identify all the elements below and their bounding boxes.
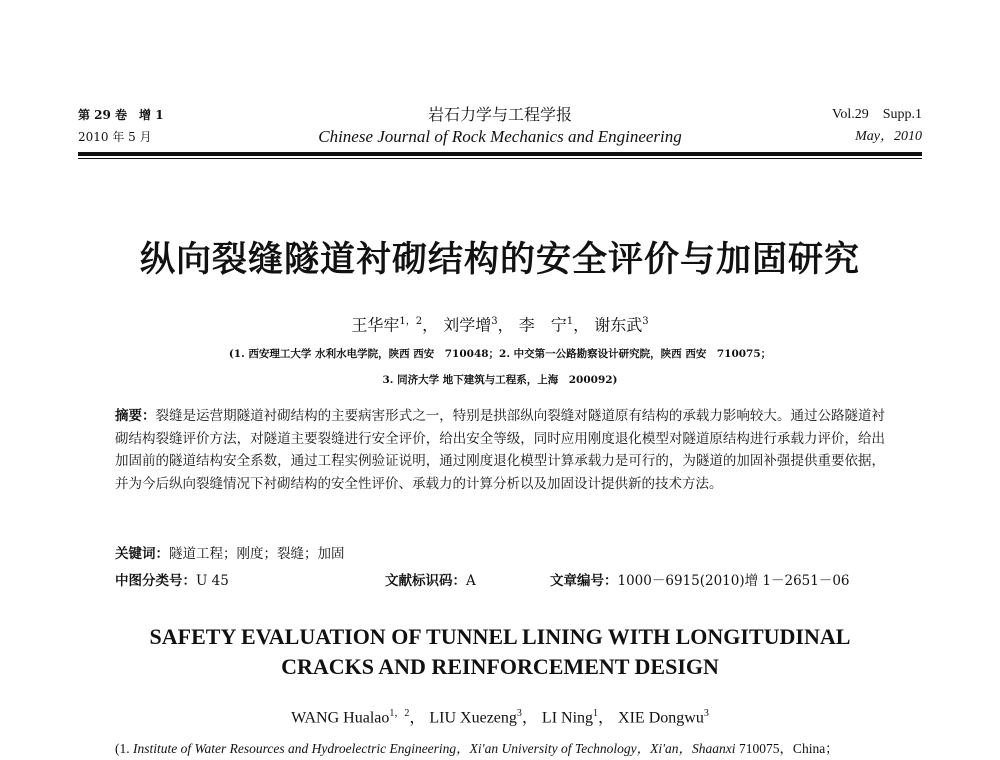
author-aff-en: 1，2 bbox=[389, 708, 410, 719]
clc-value: U 45 bbox=[196, 573, 229, 589]
author-name: 谢东武 bbox=[594, 315, 643, 335]
journal-name-en: Chinese Journal of Rock Mechanics and Engineering bbox=[318, 127, 682, 146]
article-number-value: 1000－6915(2010)增 1－2651－06 bbox=[617, 573, 850, 589]
affiliation-cn-line1: (1. 西安理工大学 水利水电学院，陕西 西安 710048；2. 中交第一公路勘察设计研究院，陕西 西安 710075； bbox=[228, 348, 772, 360]
header-center bbox=[78, 104, 922, 148]
author-name: 王华牢 bbox=[351, 315, 400, 335]
doc-code bbox=[385, 570, 476, 592]
clc-label: 中图分类号： bbox=[115, 573, 196, 589]
header-rule-thick bbox=[78, 152, 922, 156]
title-en-line2: CRACKS AND REINFORCEMENT DESIGN bbox=[281, 654, 719, 679]
author-name-en: WANG Hualao bbox=[291, 709, 390, 727]
volume-cn: 第 29 卷 增 1 bbox=[78, 108, 164, 122]
header-rule-thin bbox=[78, 158, 922, 159]
author-name-en: XIE Dongwu bbox=[618, 709, 704, 727]
date-cn: 2010 年 5 月 bbox=[78, 130, 152, 144]
paper-title-en bbox=[0, 622, 1000, 682]
author-aff-en: 3 bbox=[703, 708, 709, 719]
date-en: May，2010 bbox=[855, 129, 922, 144]
keywords-cn bbox=[115, 543, 345, 565]
classification-line bbox=[115, 570, 885, 592]
abstract-cn bbox=[115, 405, 885, 495]
paper-title-cn: 纵向裂缝隧道衬砌结构的安全评价与加固研究 bbox=[139, 240, 860, 280]
doc-code-label: 文献标识码： bbox=[385, 573, 466, 589]
author-name-en: LIU Xuezeng bbox=[429, 709, 517, 727]
keywords-label: 关键词： bbox=[115, 546, 169, 562]
abstract-text: 裂缝是运营期隧道衬砌结构的主要病害形式之一，特别是拱部纵向裂缝对隧道原有结构的承载力影响较大。通过公路隧道衬砌结构裂缝评价方法，对隧道主要裂缝进行安全评价，给出安全等级，同时应用刚度退化模型对隧道原结构进行承载力评价，给出加固前的隧道结构安全系数，通过工程实例验证说明，通过刚度退化模型计算承载力是可行的，为隧道的加固补强提供重要依据，并为今后纵向裂缝情况下衬砌结构的安全性评价、承载力的计算分析以及加固设计提供新的技术方法。 bbox=[115, 408, 886, 492]
author-name: 刘学增 bbox=[443, 315, 492, 335]
affiliation-cn-line2: 3. 同济大学 地下建筑与工程系，上海 200092) bbox=[382, 374, 618, 386]
journal-name-cn: 岩石力学与工程学报 bbox=[427, 105, 572, 124]
author-aff-en: 3 bbox=[516, 708, 522, 719]
article-number-label: 文章编号： bbox=[550, 573, 618, 589]
clc bbox=[115, 573, 229, 589]
article-number bbox=[550, 570, 850, 592]
affiliation-en-tail: 710075，China； bbox=[738, 741, 839, 756]
author-name: 李 宁 bbox=[518, 315, 567, 335]
author-aff: 1 bbox=[566, 316, 574, 327]
affiliation-en-text: Institute of Water Resources and Hydroelectric Engineering，Xi'an University of Technology，Xi'an，Shaanxi bbox=[133, 741, 736, 756]
header-right bbox=[832, 104, 922, 148]
author-aff: 3 bbox=[491, 316, 498, 327]
abstract-label: 摘要： bbox=[115, 408, 156, 424]
author-name-en: LI Ning bbox=[541, 709, 594, 727]
affiliation-en-prefix: (1. bbox=[115, 741, 133, 756]
keywords-text: 隧道工程；刚度；裂缝；加固 bbox=[169, 546, 345, 562]
author-aff: 3 bbox=[642, 316, 649, 327]
volume-en: Vol.29 Supp.1 bbox=[832, 107, 922, 122]
doc-code-value: A bbox=[466, 573, 476, 589]
authors-en: WANG Hualao$^{1,2}$， LIU Xuezeng$^3$， LI Ning$^1$， XIE Dongwu$^3$ bbox=[291, 708, 709, 727]
title-en-line1: SAFETY EVALUATION OF TUNNEL LINING WITH LONGITUDINAL bbox=[149, 624, 851, 649]
journal-header bbox=[78, 104, 922, 152]
author-aff: 1，2 bbox=[399, 316, 423, 327]
authors-cn: 王华牢$^{1,2}$， 刘学增$^3$， 李 宁$^1$， 谢东武$^3$ bbox=[351, 315, 649, 335]
affiliation-en bbox=[115, 737, 839, 757]
author-aff-en: 1 bbox=[593, 708, 599, 719]
